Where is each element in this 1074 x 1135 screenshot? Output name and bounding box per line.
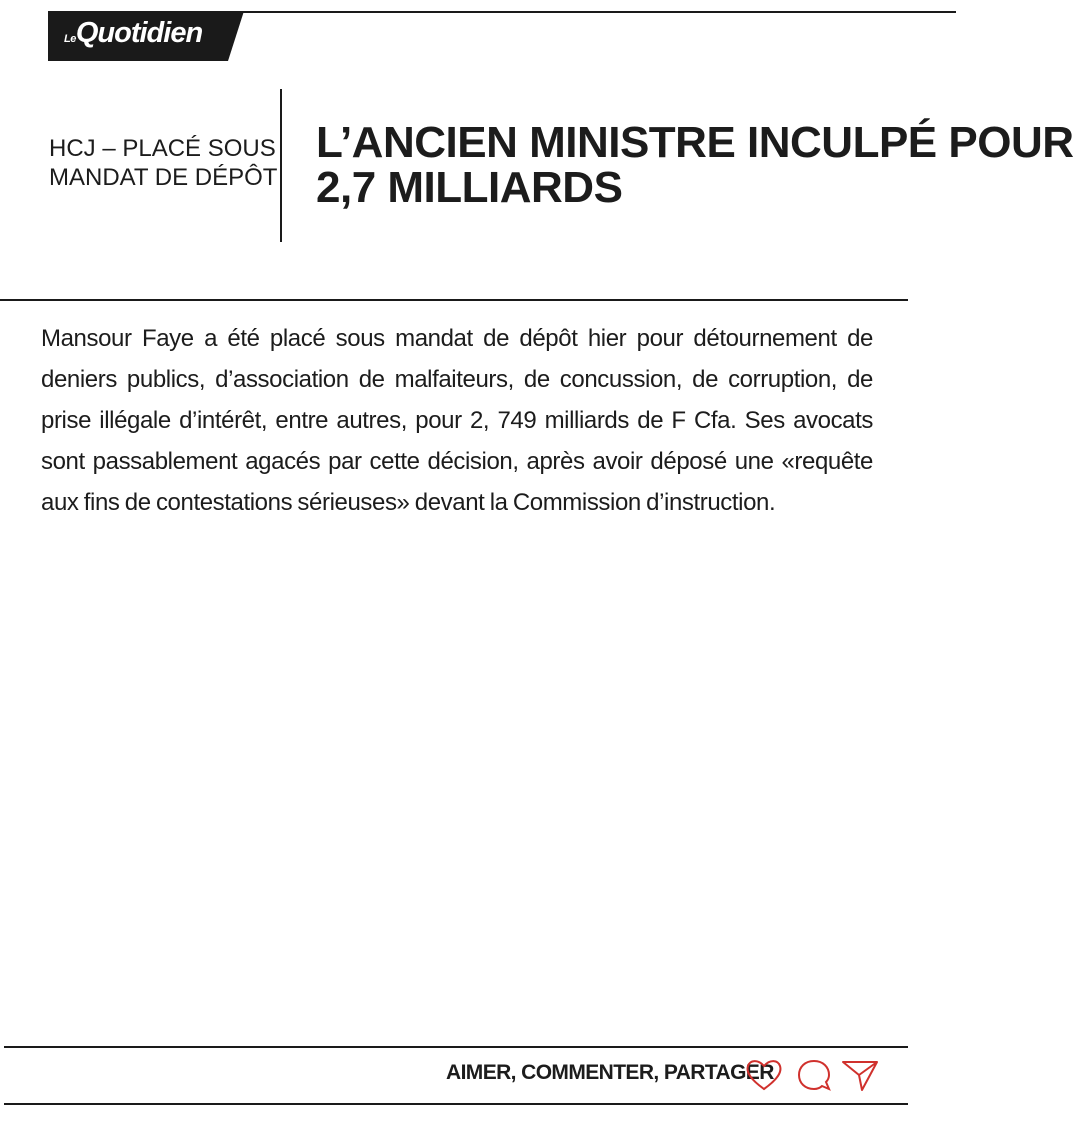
- footer-call-to-action: AIMER, COMMENTER, PARTAGER: [446, 1061, 774, 1084]
- kicker-line-1: HCJ – PLACÉ SOUS: [49, 135, 276, 162]
- brand-wordmark: [64, 19, 202, 48]
- article-headline: [316, 118, 1074, 212]
- footer-bottom-rule: [4, 1103, 908, 1105]
- footer-top-rule: [4, 1046, 908, 1048]
- article-kicker: [49, 134, 278, 192]
- kicker-line-2: MANDAT DE DÉPÔT: [49, 164, 278, 191]
- header-bottom-rule: [0, 299, 908, 301]
- headline-line-2: 2,7 MILLIARDS: [316, 163, 623, 212]
- article-body: Mansour Faye a été placé sous mandat de dépôt hier pour détournement de deniers publics, d’association de malfaiteurs, de concussion, de corruption, de prise illégale d’intérêt, entre autres, pour 2, 749 milliards de F Cfa. Ses avocats sont passablement agacés par cette décision, après avoir déposé une «requête aux fins de contestations sérieuses» devant la Commission d’instruction.: [41, 325, 873, 516]
- headline-line-1: L’ANCIEN MINISTRE INCULPÉ POUR: [316, 118, 1074, 167]
- send-icon[interactable]: [840, 1056, 880, 1094]
- comment-icon[interactable]: [796, 1056, 836, 1094]
- brand-name: Quotidien: [75, 17, 203, 49]
- heart-icon[interactable]: [744, 1056, 784, 1094]
- header-divider: [280, 89, 282, 242]
- brand-prefix: Le: [64, 33, 76, 45]
- brand-logo: [48, 11, 244, 61]
